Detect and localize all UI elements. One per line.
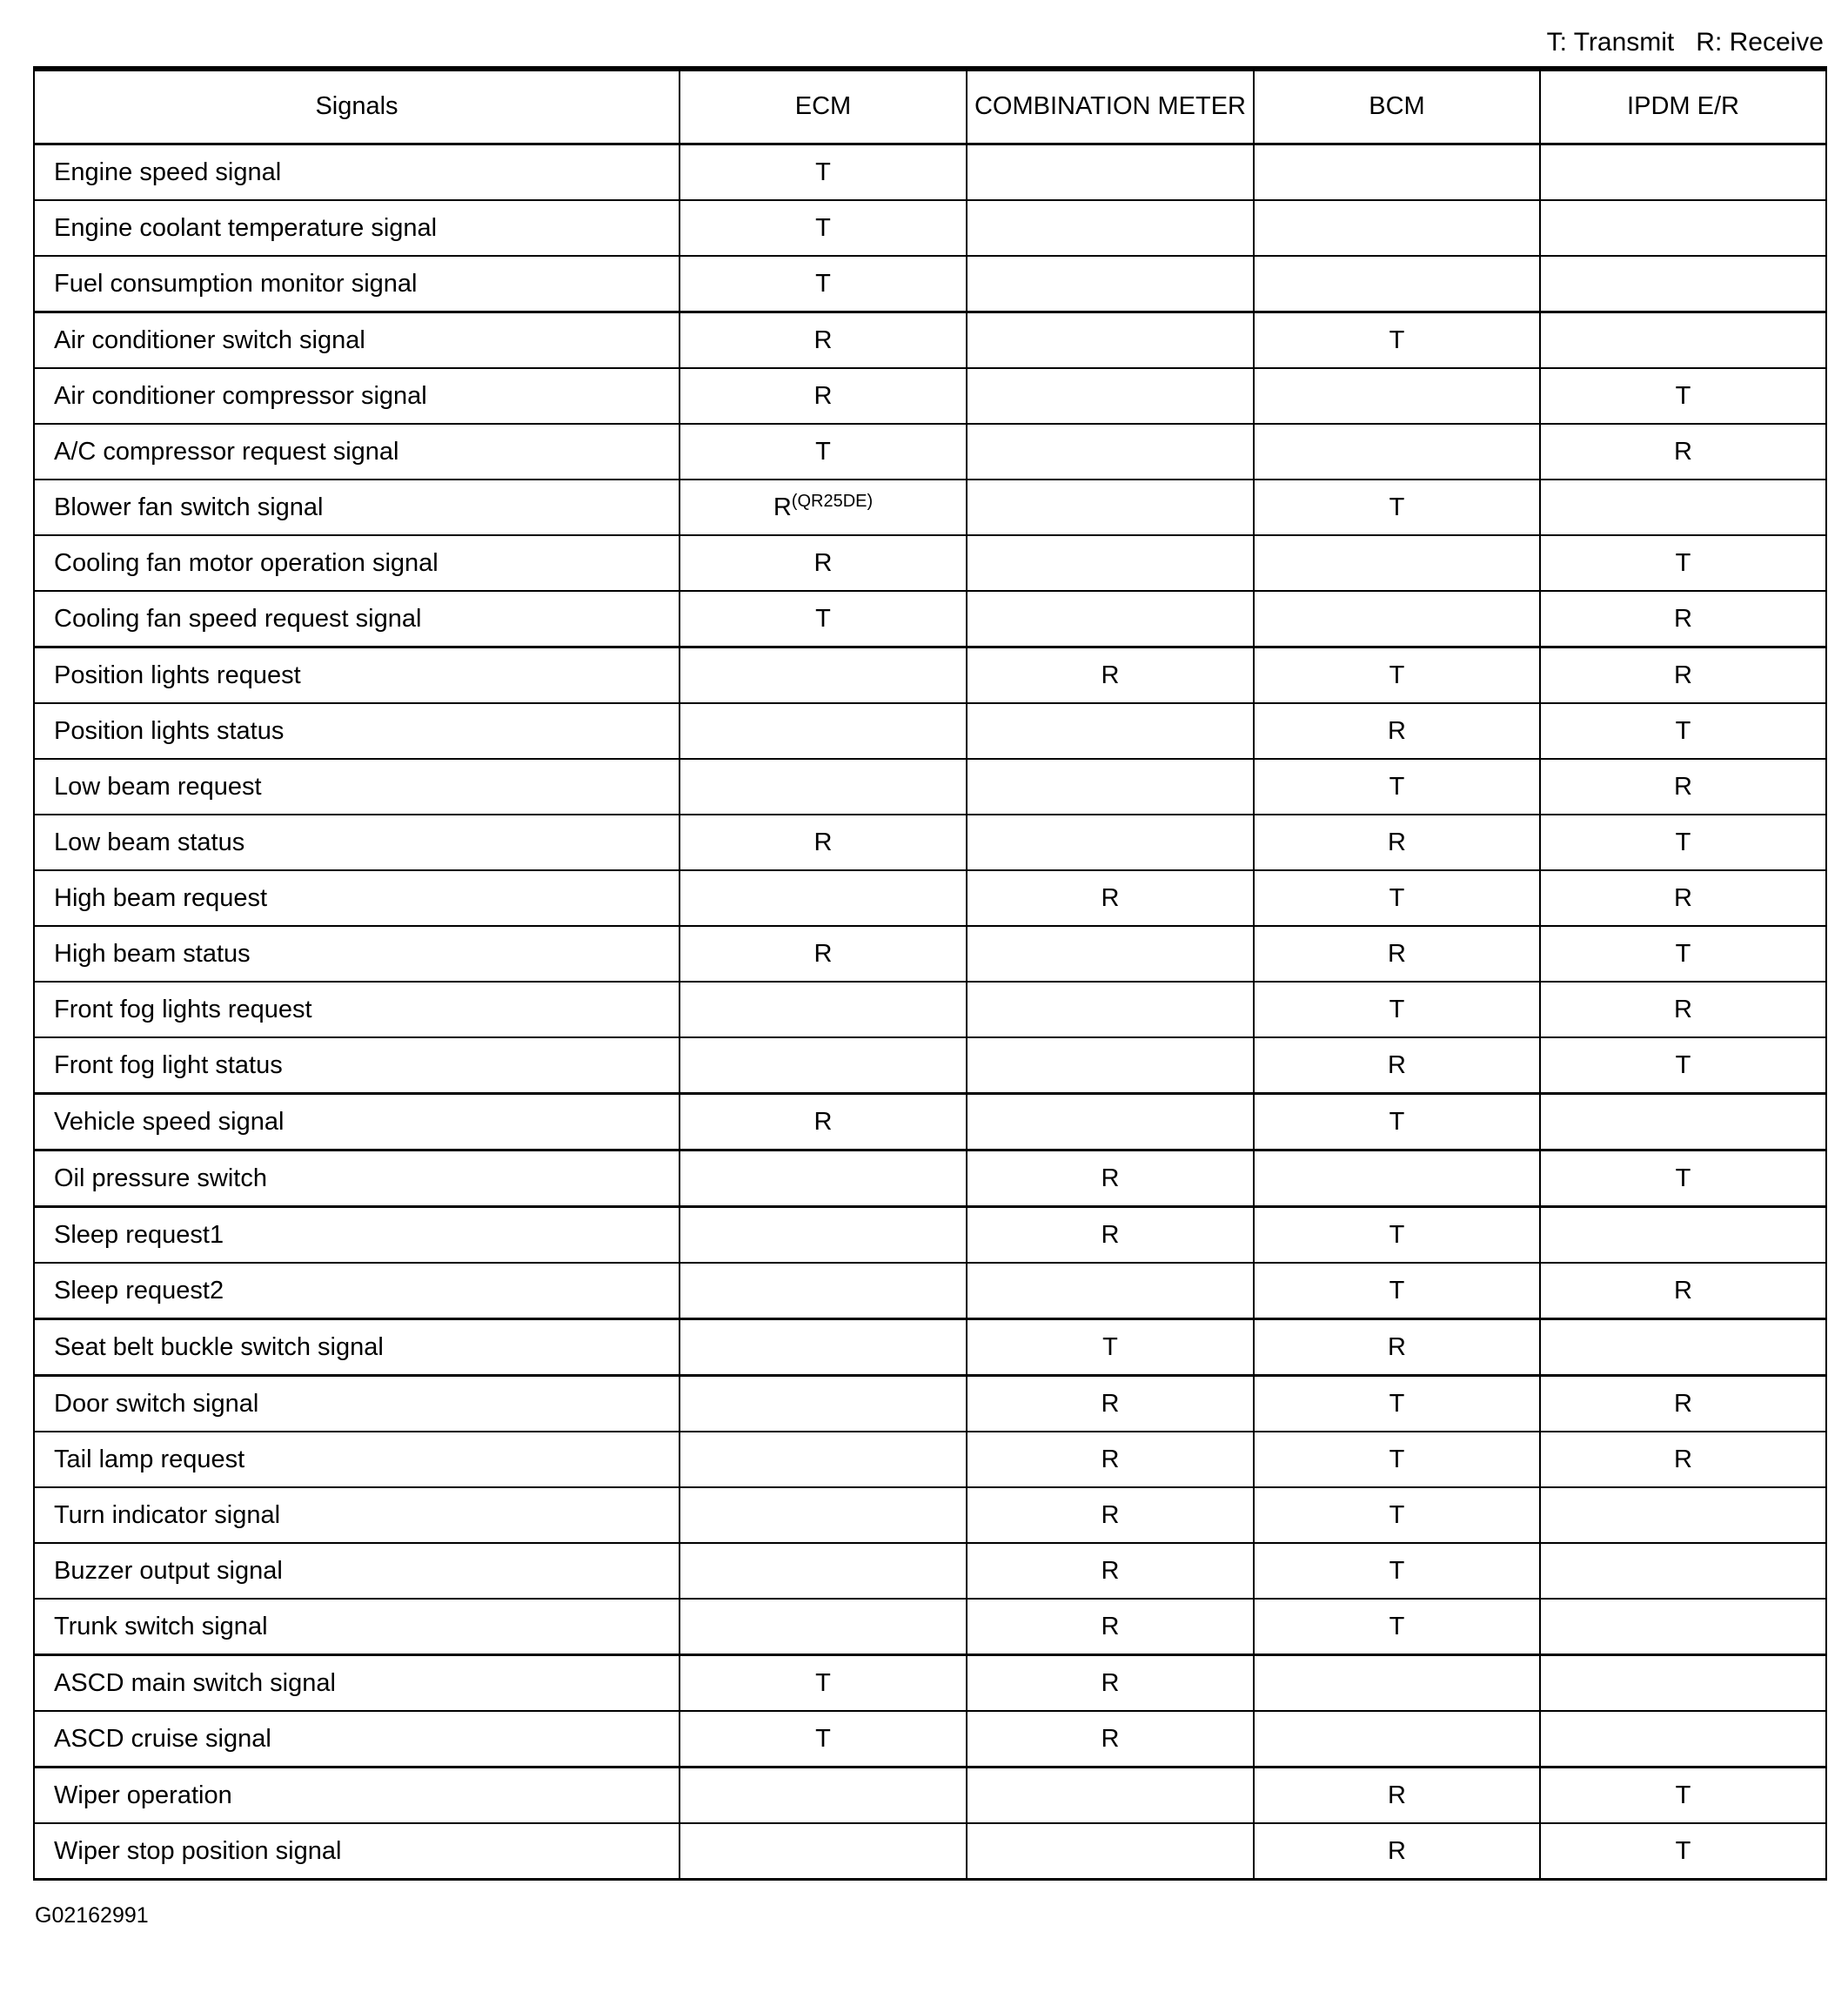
combination-meter-value — [967, 424, 1254, 480]
bcm-value — [1254, 1655, 1540, 1712]
ipdm-er-value: T — [1540, 368, 1826, 424]
ipdm-er-value: T — [1540, 535, 1826, 591]
table-row — [34, 200, 1826, 256]
table-row — [34, 1037, 1826, 1094]
signal-label: ASCD cruise signal — [34, 1711, 680, 1768]
signal-label: Wiper operation — [34, 1768, 680, 1824]
ipdm-er-value — [1540, 144, 1826, 201]
ecm-value: R — [680, 926, 967, 982]
ipdm-er-value: T — [1540, 1768, 1826, 1824]
signal-label: Air conditioner compressor signal — [34, 368, 680, 424]
ipdm-er-value: R — [1540, 424, 1826, 480]
combination-meter-value: R — [967, 1599, 1254, 1655]
ecm-value: T — [680, 1655, 967, 1712]
ecm-value: T — [680, 256, 967, 312]
signal-label: Front fog lights request — [34, 982, 680, 1037]
ipdm-er-value: R — [1540, 982, 1826, 1037]
bcm-value: T — [1254, 1487, 1540, 1543]
table-row — [34, 815, 1826, 870]
combination-meter-value — [967, 312, 1254, 369]
transmit-receive-legend: T: Transmit R: Receive — [1546, 28, 1824, 57]
signal-label: Engine coolant temperature signal — [34, 200, 680, 256]
combination-meter-value — [967, 1094, 1254, 1150]
ipdm-er-value: T — [1540, 703, 1826, 759]
signal-label: Sleep request1 — [34, 1207, 680, 1264]
combination-meter-value: R — [967, 870, 1254, 926]
ecm-value — [680, 1376, 967, 1432]
ecm-value: R — [680, 368, 967, 424]
signal-label: Position lights status — [34, 703, 680, 759]
combination-meter-value — [967, 982, 1254, 1037]
signal-label: Vehicle speed signal — [34, 1094, 680, 1150]
signal-label: Air conditioner switch signal — [34, 312, 680, 369]
table-row — [34, 312, 1826, 369]
bcm-value: T — [1254, 870, 1540, 926]
bcm-value — [1254, 424, 1540, 480]
table-row — [34, 982, 1826, 1037]
combination-meter-value — [967, 926, 1254, 982]
signal-label: ASCD main switch signal — [34, 1655, 680, 1712]
bcm-value: T — [1254, 312, 1540, 369]
ecm-value: T — [680, 1711, 967, 1768]
signal-label: Door switch signal — [34, 1376, 680, 1432]
engine-variant-superscript: (QR25DE) — [791, 491, 874, 511]
ecm-value — [680, 1263, 967, 1319]
ipdm-er-value — [1540, 1599, 1826, 1655]
ecm-value — [680, 1823, 967, 1880]
column-header-ipdm-er: IPDM E/R — [1540, 69, 1826, 144]
ipdm-er-value — [1540, 1543, 1826, 1599]
ecm-value: R — [680, 535, 967, 591]
combination-meter-value: R — [967, 1487, 1254, 1543]
bcm-value: T — [1254, 1094, 1540, 1150]
combination-meter-value — [967, 200, 1254, 256]
bcm-value — [1254, 1711, 1540, 1768]
table-row — [34, 1823, 1826, 1880]
signal-label: Cooling fan speed request signal — [34, 591, 680, 647]
can-signals-table — [33, 66, 1827, 1881]
combination-meter-value — [967, 591, 1254, 647]
combination-meter-value — [967, 703, 1254, 759]
combination-meter-value — [967, 815, 1254, 870]
table-row — [34, 1207, 1826, 1264]
table-header — [34, 69, 1826, 144]
bcm-value — [1254, 368, 1540, 424]
combination-meter-value: R — [967, 1207, 1254, 1264]
combination-meter-value: R — [967, 1655, 1254, 1712]
combination-meter-value — [967, 480, 1254, 535]
ipdm-er-value: T — [1540, 1823, 1826, 1880]
ecm-value: T — [680, 424, 967, 480]
ecm-value: R — [680, 1094, 967, 1150]
ipdm-er-value — [1540, 1487, 1826, 1543]
ipdm-er-value: R — [1540, 591, 1826, 647]
ecm-value: T — [680, 200, 967, 256]
ecm-value — [680, 982, 967, 1037]
signal-label: Fuel consumption monitor signal — [34, 256, 680, 312]
bcm-value: R — [1254, 1037, 1540, 1094]
table-row — [34, 647, 1826, 704]
ecm-value — [680, 1768, 967, 1824]
table-row — [34, 926, 1826, 982]
combination-meter-value: R — [967, 1150, 1254, 1207]
bcm-value — [1254, 144, 1540, 201]
ipdm-er-value: T — [1540, 815, 1826, 870]
table-row — [34, 1487, 1826, 1543]
signal-label: Tail lamp request — [34, 1432, 680, 1487]
ecm-value — [680, 1319, 967, 1376]
ecm-value — [680, 647, 967, 704]
combination-meter-value — [967, 535, 1254, 591]
table-row — [34, 424, 1826, 480]
bcm-value: T — [1254, 1376, 1540, 1432]
ecm-value — [680, 1207, 967, 1264]
table-row — [34, 480, 1826, 535]
ecm-value — [680, 703, 967, 759]
ipdm-er-value: T — [1540, 926, 1826, 982]
table-row — [34, 535, 1826, 591]
combination-meter-value: R — [967, 1432, 1254, 1487]
combination-meter-value — [967, 1768, 1254, 1824]
ipdm-er-value: T — [1540, 1037, 1826, 1094]
ecm-value — [680, 1487, 967, 1543]
signal-label: Sleep request2 — [34, 1263, 680, 1319]
ecm-value — [680, 1543, 967, 1599]
combination-meter-value: R — [967, 647, 1254, 704]
bcm-value: T — [1254, 982, 1540, 1037]
table-row — [34, 591, 1826, 647]
signal-label: Low beam status — [34, 815, 680, 870]
figure-code: G02162991 — [35, 1903, 149, 1928]
table-row — [34, 1094, 1826, 1150]
bcm-value: T — [1254, 1543, 1540, 1599]
ipdm-er-value: T — [1540, 1150, 1826, 1207]
bcm-value: R — [1254, 1823, 1540, 1880]
column-header-bcm: BCM — [1254, 69, 1540, 144]
ecm-value — [680, 759, 967, 815]
table-row — [34, 1599, 1826, 1655]
table-row — [34, 870, 1826, 926]
combination-meter-value: R — [967, 1711, 1254, 1768]
signal-label: Seat belt buckle switch signal — [34, 1319, 680, 1376]
table-row — [34, 368, 1826, 424]
ecm-value — [680, 1037, 967, 1094]
ecm-value: T — [680, 144, 967, 201]
ipdm-er-value: R — [1540, 1432, 1826, 1487]
bcm-value: R — [1254, 1768, 1540, 1824]
bcm-value — [1254, 1150, 1540, 1207]
signal-label: A/C compressor request signal — [34, 424, 680, 480]
combination-meter-value — [967, 1823, 1254, 1880]
ipdm-er-value — [1540, 1319, 1826, 1376]
column-header-combination-meter: COMBINATION METER — [967, 69, 1254, 144]
signal-label: Front fog light status — [34, 1037, 680, 1094]
combination-meter-value — [967, 144, 1254, 201]
table-row — [34, 1432, 1826, 1487]
bcm-value: R — [1254, 926, 1540, 982]
signal-label: Cooling fan motor operation signal — [34, 535, 680, 591]
ecm-value — [680, 1150, 967, 1207]
ecm-value: $R^{(QR25DE)}$ — [680, 480, 967, 535]
header-row — [34, 69, 1826, 144]
bcm-value — [1254, 256, 1540, 312]
bcm-value — [1254, 591, 1540, 647]
combination-meter-value: T — [967, 1319, 1254, 1376]
table-row — [34, 1150, 1826, 1207]
table-row — [34, 703, 1826, 759]
bcm-value: T — [1254, 480, 1540, 535]
bcm-value: R — [1254, 1319, 1540, 1376]
table-row — [34, 144, 1826, 201]
ipdm-er-value — [1540, 1207, 1826, 1264]
ipdm-er-value — [1540, 312, 1826, 369]
ipdm-er-value — [1540, 256, 1826, 312]
combination-meter-value — [967, 368, 1254, 424]
table-row — [34, 759, 1826, 815]
combination-meter-value — [967, 759, 1254, 815]
table-row — [34, 1768, 1826, 1824]
ipdm-er-value — [1540, 480, 1826, 535]
table-row — [34, 1655, 1826, 1712]
table-row — [34, 1376, 1826, 1432]
signal-label: Oil pressure switch — [34, 1150, 680, 1207]
ecm-value: T — [680, 591, 967, 647]
ecm-value — [680, 1432, 967, 1487]
ipdm-er-value — [1540, 1655, 1826, 1712]
bcm-value — [1254, 535, 1540, 591]
combination-meter-value: R — [967, 1376, 1254, 1432]
bcm-value: T — [1254, 1207, 1540, 1264]
ipdm-er-value: R — [1540, 1376, 1826, 1432]
ecm-value — [680, 870, 967, 926]
column-header-signals: Signals — [34, 69, 680, 144]
combination-meter-value: R — [967, 1543, 1254, 1599]
table-row — [34, 1711, 1826, 1768]
bcm-value: T — [1254, 1263, 1540, 1319]
ipdm-er-value: R — [1540, 870, 1826, 926]
table-row — [34, 256, 1826, 312]
bcm-value: T — [1254, 1599, 1540, 1655]
bcm-value: T — [1254, 759, 1540, 815]
signal-label: High beam request — [34, 870, 680, 926]
combination-meter-value — [967, 1263, 1254, 1319]
ecm-value — [680, 1599, 967, 1655]
bcm-value — [1254, 200, 1540, 256]
bcm-value: R — [1254, 815, 1540, 870]
column-header-ecm: ECM — [680, 69, 967, 144]
ipdm-er-value: R — [1540, 1263, 1826, 1319]
table-row — [34, 1319, 1826, 1376]
bcm-value: R — [1254, 703, 1540, 759]
signal-label: Wiper stop position signal — [34, 1823, 680, 1880]
ecm-value: R — [680, 312, 967, 369]
table-row — [34, 1543, 1826, 1599]
ecm-value: R — [680, 815, 967, 870]
bcm-value: T — [1254, 1432, 1540, 1487]
signal-label: Buzzer output signal — [34, 1543, 680, 1599]
signal-label: Engine speed signal — [34, 144, 680, 201]
signal-label: Low beam request — [34, 759, 680, 815]
signal-label: Position lights request — [34, 647, 680, 704]
signal-label: Blower fan switch signal — [34, 480, 680, 535]
ipdm-er-value: R — [1540, 759, 1826, 815]
signal-table-body — [34, 144, 1826, 1880]
signal-label: High beam status — [34, 926, 680, 982]
signal-label: Trunk switch signal — [34, 1599, 680, 1655]
combination-meter-value — [967, 256, 1254, 312]
ipdm-er-value — [1540, 200, 1826, 256]
bcm-value: T — [1254, 647, 1540, 704]
ipdm-er-value: R — [1540, 647, 1826, 704]
table-row — [34, 1263, 1826, 1319]
combination-meter-value — [967, 1037, 1254, 1094]
ipdm-er-value — [1540, 1094, 1826, 1150]
signal-label: Turn indicator signal — [34, 1487, 680, 1543]
ipdm-er-value — [1540, 1711, 1826, 1768]
